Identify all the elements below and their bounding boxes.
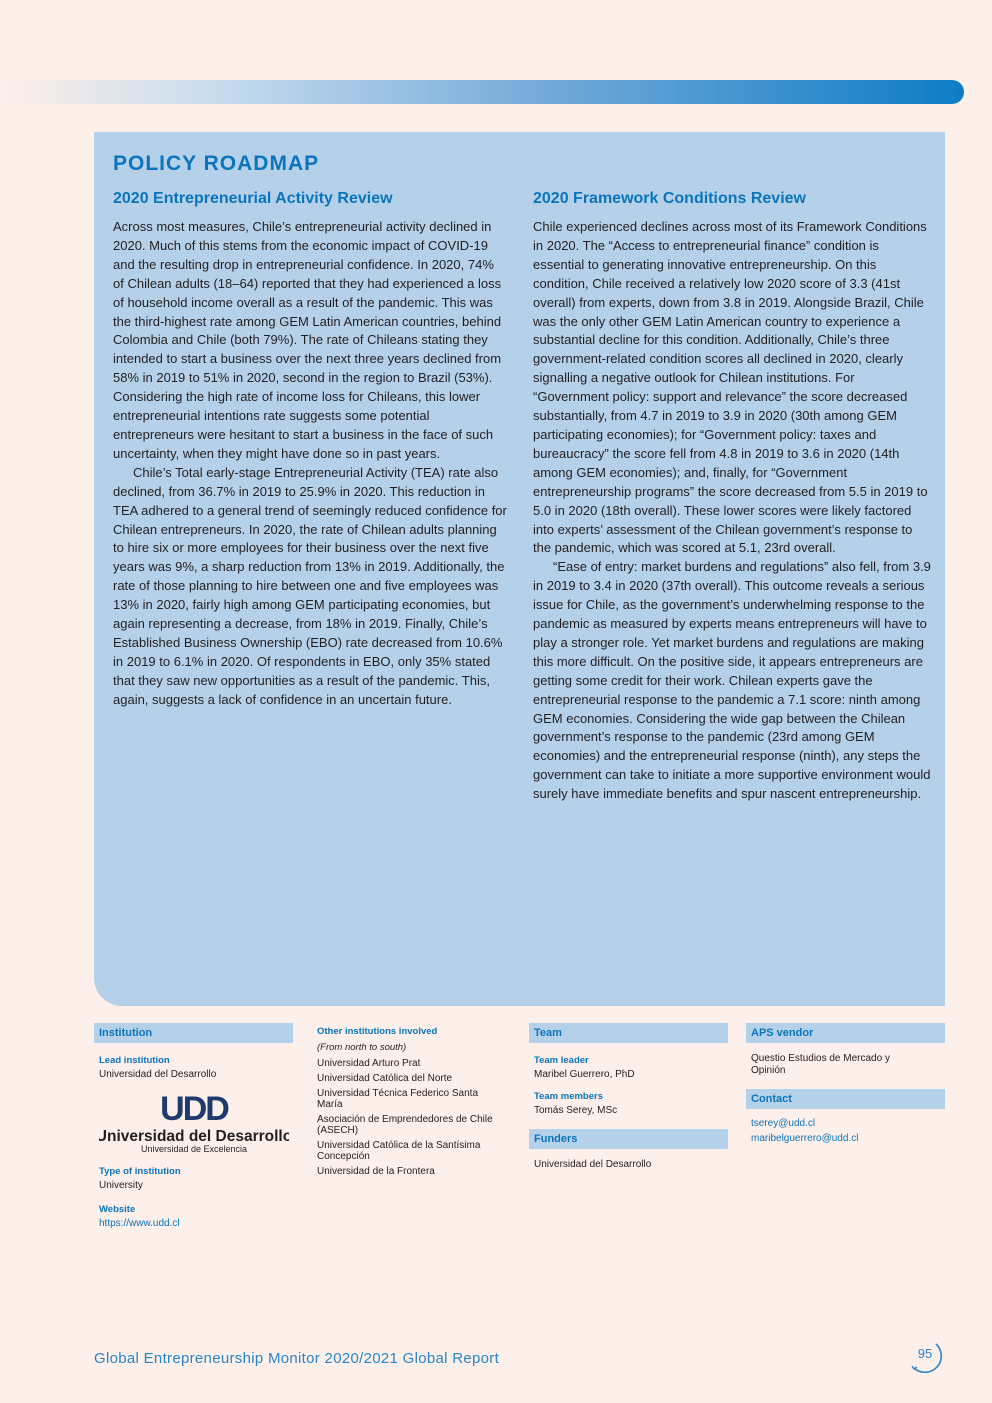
lead-institution-value: Universidad del Desarrollo bbox=[99, 1069, 217, 1080]
list-item: Universidad Arturo Prat bbox=[317, 1058, 421, 1069]
list-item: Universidad Católica del Norte bbox=[317, 1073, 453, 1084]
activity-review-heading: 2020 Entrepreneurial Activity Review bbox=[113, 190, 393, 207]
type-value: University bbox=[99, 1180, 143, 1191]
framework-review-column bbox=[533, 190, 931, 804]
activity-review-column bbox=[113, 190, 507, 710]
team-members-value: Tomás Serey, MSc bbox=[534, 1105, 618, 1116]
other-institutions-panel bbox=[312, 1026, 511, 1181]
list-item: Asociación de Emprendedores de Chile (ASECH) bbox=[317, 1114, 493, 1136]
contact-header: Contact bbox=[746, 1089, 945, 1109]
other-institutions-list bbox=[317, 1058, 497, 1177]
contact-email-link[interactable]: tserey@udd.cl bbox=[751, 1118, 816, 1129]
activity-paragraph: Across most measures, Chile’s entrepreneurial activity declined in 2020. Much of this stems from the economic impact of COVID-19 and the resulting drop in entrepreneurial confidence. In 2020, 74% of Chilean adults (18–64) reported that they had experienced a loss of household income overall as a result of the pandemic. This was the third-highest rate among GEM Latin American countries, behind Colombia and Chile (both 79%). The rate of Chileans stating they intended to start a business over the next three years declined from 58% in 2019 to 51% in 2020, second in the region to Brazil (53%). Considering the high rate of income loss for Chileans, this lower entrepreneurial intentions rate suggests some potential entrepreneurs were hesitant to start a business in the face of such uncertainty, when they might have done so in past years. bbox=[113, 219, 502, 461]
udd-logo-name: Universidad del Desarrollo bbox=[99, 1128, 289, 1145]
website-link[interactable]: https://www.udd.cl bbox=[99, 1218, 180, 1229]
report-title-footer: Global Entrepreneurship Monitor 2020/2021 Global Report bbox=[94, 1350, 500, 1367]
other-institutions-note: (From north to south) bbox=[317, 1042, 407, 1053]
policy-roadmap-panel bbox=[94, 132, 945, 1006]
funders-value: Universidad del Desarrollo bbox=[534, 1159, 652, 1170]
team-leader-label: Team leader bbox=[534, 1055, 589, 1066]
aps-panel bbox=[746, 1023, 945, 1145]
funders-header: Funders bbox=[529, 1129, 728, 1149]
other-institutions-header: Other institutions involved bbox=[317, 1026, 438, 1037]
activity-paragraph: Chile’s Total early-stage Entrepreneurial Activity (TEA) rate also declined, from 36.7% in 2019 to 25.9% in 2020. This reduction in TEA adhered to a general trend of seemingly reduced confidence for Chilean entrepreneurs. In 2020, the rate of Chilean adults planning to hire six or more employees for their business over the next five years was 9%, a sharp reduction from 13% in 2019. Additionally, the rate of those planning to hire between one and five employees was 13% in 2020, fairly high among GEM participating economies, but again representing a decrease, from 18% in 2019. Finally, Chile’s Established Business Ownership (EBO) rate decreased from 10.6% in 2019 to 6.1% in 2020. Of respondents in EBO, only 35% stated that they saw new opportunities as a result of the pandemic. This, again, suggests a lack of confidence in an uncertain future. bbox=[113, 464, 507, 707]
team-header: Team bbox=[529, 1023, 728, 1043]
list-item: Universidad de la Frontera bbox=[317, 1166, 435, 1177]
contact-email-link[interactable]: maribelguerrero@udd.cl bbox=[751, 1133, 859, 1144]
framework-paragraph: “Ease of entry: market burdens and regulations” also fell, from 3.9 in 2019 to 3.4 in 2020 (37th overall). This outcome reveals a serious issue for Chile, as the government’s underwhelming response to the pandemic as measured by experts means entrepreneurs will have to play a stronger role. Yet market burdens and regulations are making this more difficult. On the positive side, it appears entrepreneurs are getting some credit for their work. Chilean experts gave the entrepreneurial response to the pandemic a 7.1 score: ninth among GEM economies. Considering the wide gap between the Chilean government’s response to the pandemic (23rd among GEM economies) and the entrepreneurial response (ninth), any steps the government can take to initiate a more supportive environment would surely have immediate benefits and spur nascent entrepreneurship. bbox=[533, 559, 931, 802]
website-label: Website bbox=[99, 1204, 136, 1215]
team-leader-value: Maribel Guerrero, PhD bbox=[534, 1069, 635, 1080]
lead-institution-label: Lead institution bbox=[99, 1055, 170, 1066]
udd-logo bbox=[99, 1089, 289, 1155]
team-panel bbox=[529, 1023, 728, 1171]
framework-review-heading: 2020 Framework Conditions Review bbox=[533, 190, 806, 207]
page-number-badge bbox=[908, 1339, 946, 1373]
team-members-label: Team members bbox=[534, 1091, 603, 1102]
header-gradient-band bbox=[0, 80, 964, 104]
framework-paragraph: Chile experienced declines across most of its Framework Conditions in 2020. The “Access to entrepreneurial finance” condition is essential to generating innovative entrepreneurship. On this condition, Chile received a relatively low 2020 score of 3.3 (41st overall) from experts, down from 3.8 in 2019. Alongside Brazil, Chile was the only other GEM Latin American country to experience a substantial decline for this condition. Additionally, Chile’s three government-related condition scores all declined in 2020, clearly signalling a negative outlook for Chilean institutions. For “Government policy: support and relevance” the score decreased substantially, from 4.7 in 2019 to 3.9 in 2020 (30th among GEM participating economies); for “Government policy: taxes and bureaucracy” the score fell from 4.8 in 2019 to 3.6 in 2020 (14th among GEM economies); and, finally, for “Government entrepreneurship programs” the score decreased from 5.5 in 2019 to 5.0 in 2020 (18th overall). These lower scores were likely factored into experts’ assessment of the Chilean government’s response to the pandemic, which was scored at 5.1, 23rd overall. bbox=[533, 219, 928, 556]
udd-logo-tagline: Universidad de Excelencia bbox=[140, 1144, 248, 1154]
aps-vendor-header: APS vendor bbox=[746, 1023, 945, 1043]
institution-header: Institution bbox=[94, 1023, 293, 1043]
udd-logo-mark: UDD bbox=[160, 1090, 228, 1128]
roadmap-title: POLICY ROADMAP bbox=[113, 152, 320, 175]
list-item: Universidad Católica de la Santísima Concepción bbox=[317, 1140, 481, 1162]
type-label: Type of institution bbox=[99, 1166, 181, 1177]
institution-panel bbox=[94, 1023, 293, 1230]
page-number: 95 bbox=[917, 1346, 933, 1361]
aps-vendor-value: Questio Estudios de Mercado y Opinión bbox=[751, 1053, 890, 1076]
list-item: Universidad Técnica Federico Santa María bbox=[317, 1088, 479, 1110]
